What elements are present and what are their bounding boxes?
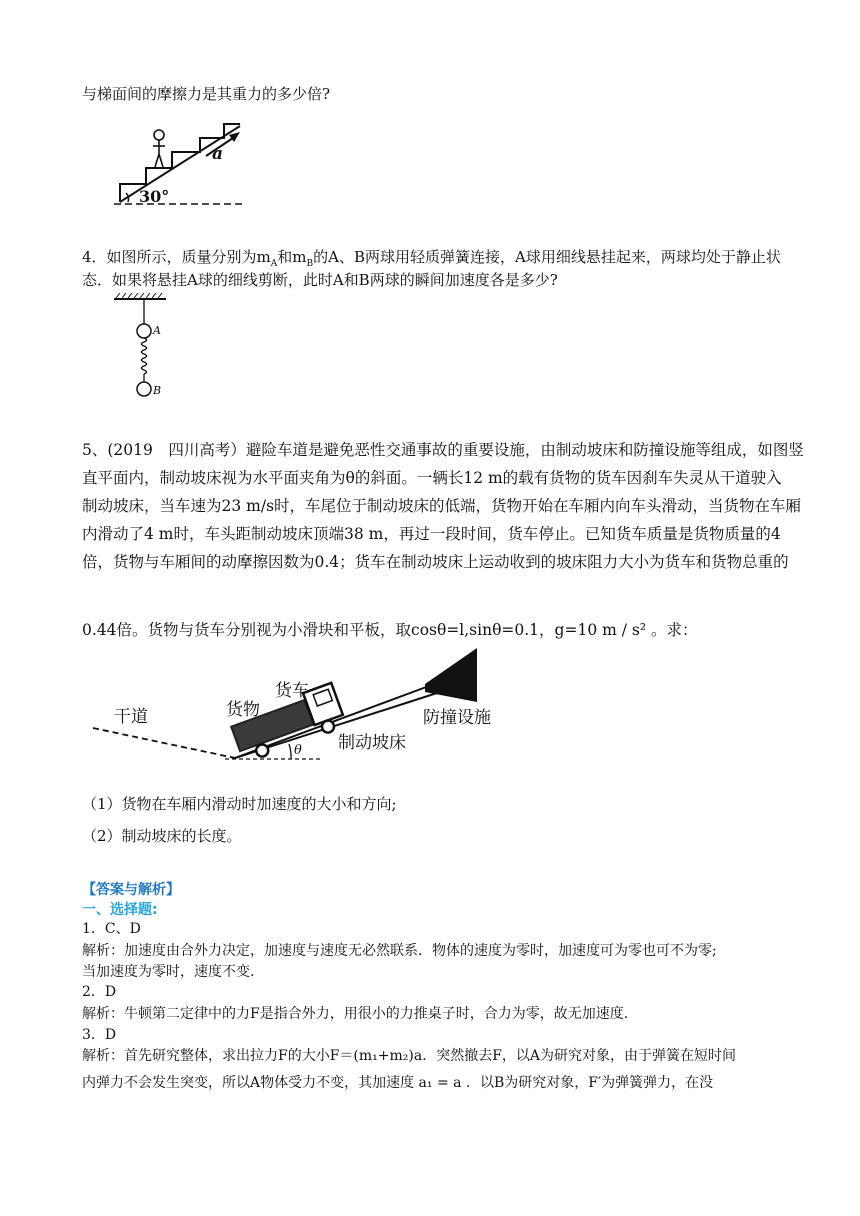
answer-3-explanation-1: 解析：首先研究整体，求出拉力F的大小F＝(m₁+m₂)a．突然撤去F，以A为研究对象，由于弹簧在短时间: [82, 1048, 737, 1064]
q5-line5: 倍，货物与车厢间的动摩擦因数为0.4；货车在制动坡床上运动收到的坡床阻力大小为货车和货物总重的: [82, 553, 789, 571]
ramp-cargo-label: 货物: [226, 700, 260, 720]
answer-1: 1．C、D: [82, 921, 141, 937]
ramp-truck-label: 货车: [275, 681, 309, 701]
q5-sub2: （2）制动坡床的长度。: [82, 827, 242, 845]
q5-line6: 0.44倍。货物与货车分别视为小滑块和平板，取cosθ=l,sinθ=0.1，g=10 m / s² 。求：: [82, 621, 698, 639]
ramp-barrier-label: 防撞设施: [423, 708, 491, 728]
answer-1-explanation-1: 解析：加速度由合外力决定，加速度与速度无必然联系．物体的速度为零时，加速度可为零也可不为零;: [82, 943, 717, 959]
ramp-angle-label: θ: [294, 743, 302, 758]
stairs-figure: [112, 120, 252, 215]
answer-section-heading: 一、选择题:: [82, 902, 158, 918]
answer-2-explanation: 解析：牛顿第二定律中的力F是指合外力，用很小的力推桌子时，合力为零，故无加速度.: [82, 1006, 629, 1022]
q3-tail-text: 与梯面间的摩擦力是其重力的多少倍?: [82, 85, 331, 103]
q5-line3: 制动坡床，当车速为23 m/s时，车尾位于制动坡床的低端，货物开始在车厢内向车头滑动，当货物在车厢: [82, 497, 802, 515]
stairs-angle-label: 30°: [139, 187, 170, 206]
answer-3: 3．D: [82, 1027, 117, 1043]
q4-line1: 4．如图所示，质量分别为$m_A$和$m_B$的A、B两球用轻质弹簧连接，A球用细线悬挂起来，两球均处于静止状: [82, 248, 781, 269]
answer-3-explanation-2: 内弹力不会发生突变，所以A物体受力不变，其加速度 a₁ = a ．以B为研究对象，F′为弹簧弹力，在没: [82, 1075, 714, 1091]
q5-sub1: （1）货物在车厢内滑动时加速度的大小和方向;: [82, 795, 397, 813]
ramp-road-label: 干道: [114, 707, 148, 727]
q5-line2: 直平面内，制动坡床视为水平面夹角为θ的斜面。一辆长12 m的载有货物的货车因刹车失灵从干道驶入: [82, 469, 782, 487]
spring-label-a: A: [153, 324, 161, 337]
stairs-accel-label: a: [212, 144, 224, 164]
spring-label-b: B: [153, 384, 162, 397]
q5-line1: 5、(2019 四川高考）避险车道是避免恶性交通事故的重要设施，由制动坡床和防撞设施等组成，如图竖: [82, 441, 804, 459]
ramp-ramp-label: 制动坡床: [338, 733, 406, 753]
q5-line4: 内滑动了4 m时，车头距制动坡床顶端38 m，再过一段时间，货车停止。已知货车质量是货物质量的4: [82, 525, 781, 543]
q4-line2: 态．如果将悬挂A球的细线剪断，此时A和B两球的瞬间加速度各是多少?: [82, 271, 558, 289]
answer-1-explanation-2: 当加速度为零时，速度不变.: [82, 964, 255, 980]
answer-2: 2．D: [82, 984, 117, 1000]
answer-heading: 【答案与解析】: [82, 882, 180, 898]
